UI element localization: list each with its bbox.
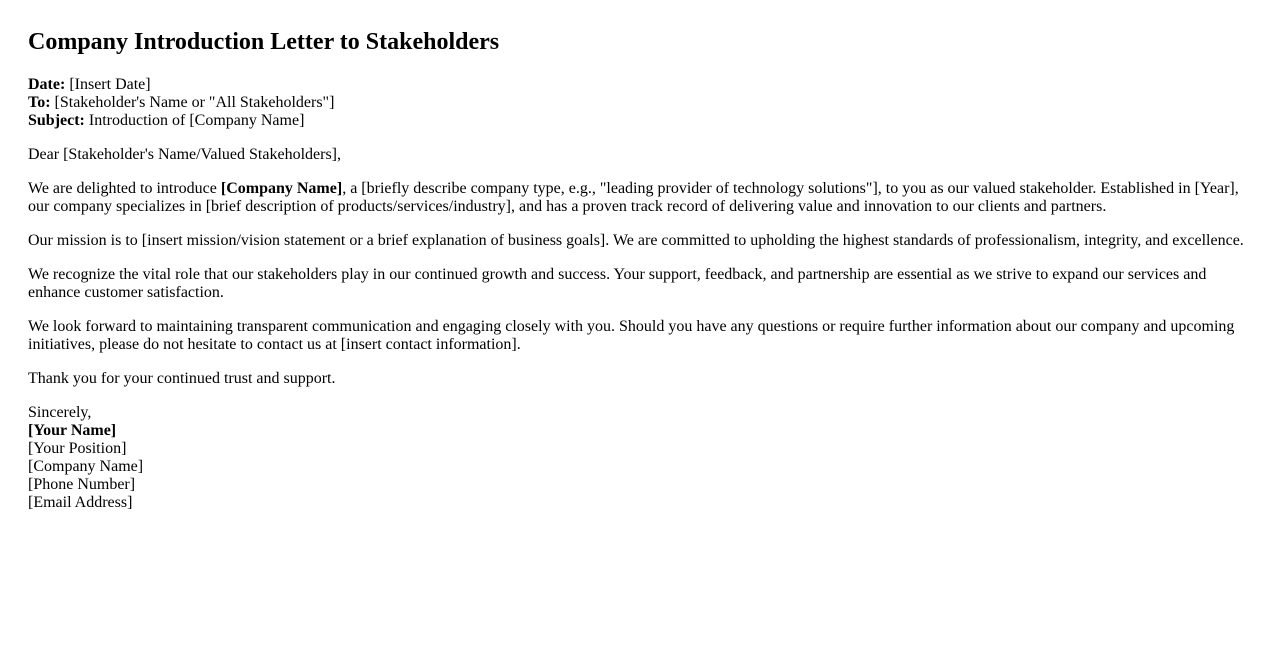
signature-closing: Sincerely, (28, 404, 92, 421)
paragraph-intro-company: [Company Name] (220, 180, 343, 197)
paragraph-thanks: Thank you for your continued trust and support. (28, 370, 336, 387)
letter-meta (28, 76, 1250, 130)
paragraph-mission: Our mission is to [insert mission/vision statement or a brief explanation of business goals]. We are committed to upholding the highest standards of professionalism, integrity, and excellence. (28, 232, 1244, 249)
signature-phone: [Phone Number] (28, 476, 136, 493)
subject-line (28, 112, 1250, 130)
date-value: [Insert Date] (65, 76, 151, 93)
paragraph-communication: We look forward to maintaining transparent communication and engaging closely with you. Should you have any questions or require further information about our company and upcoming initiatives, please do not hesitate to contact us at [insert contact information]. (28, 318, 1235, 353)
signature-company: [Company Name] (28, 458, 144, 475)
paragraph-intro-after: , a [briefly describe company type, e.g., "leading provider of technology solutions"], to you as our valued stakeholder. Established in [Year], our company specializes in [brief description of products/services/industry], and has a proven track record of delivering value and innovation to our clients and partners. (28, 180, 1239, 215)
paragraph-stakeholders: We recognize the vital role that our stakeholders play in our continued growth and success. Your support, feedback, and partnership are essential as we strive to expand our services and enhance customer satisfaction. (28, 266, 1207, 301)
to-line (28, 94, 1250, 112)
signature-name-text: [Your Name] (28, 422, 117, 439)
subject-label: Subject: (28, 112, 85, 129)
to-label: To: (28, 94, 51, 111)
signature-block (28, 404, 1250, 512)
page-title: Company Introduction Letter to Stakeholders (28, 29, 500, 55)
salutation: Dear [Stakeholder's Name/Valued Stakeholders], (28, 146, 341, 163)
signature-position: [Your Position] (28, 440, 127, 457)
to-value: [Stakeholder's Name or "All Stakeholders"] (50, 94, 335, 111)
date-label: Date: (28, 76, 66, 93)
paragraph-intro (28, 180, 1250, 216)
signature-email: [Email Address] (28, 494, 133, 511)
date-line (28, 76, 1250, 94)
subject-value: Introduction of [Company Name] (84, 112, 305, 129)
signature-name (28, 422, 1250, 440)
paragraph-intro-before: We are delighted to introduce (28, 180, 221, 197)
